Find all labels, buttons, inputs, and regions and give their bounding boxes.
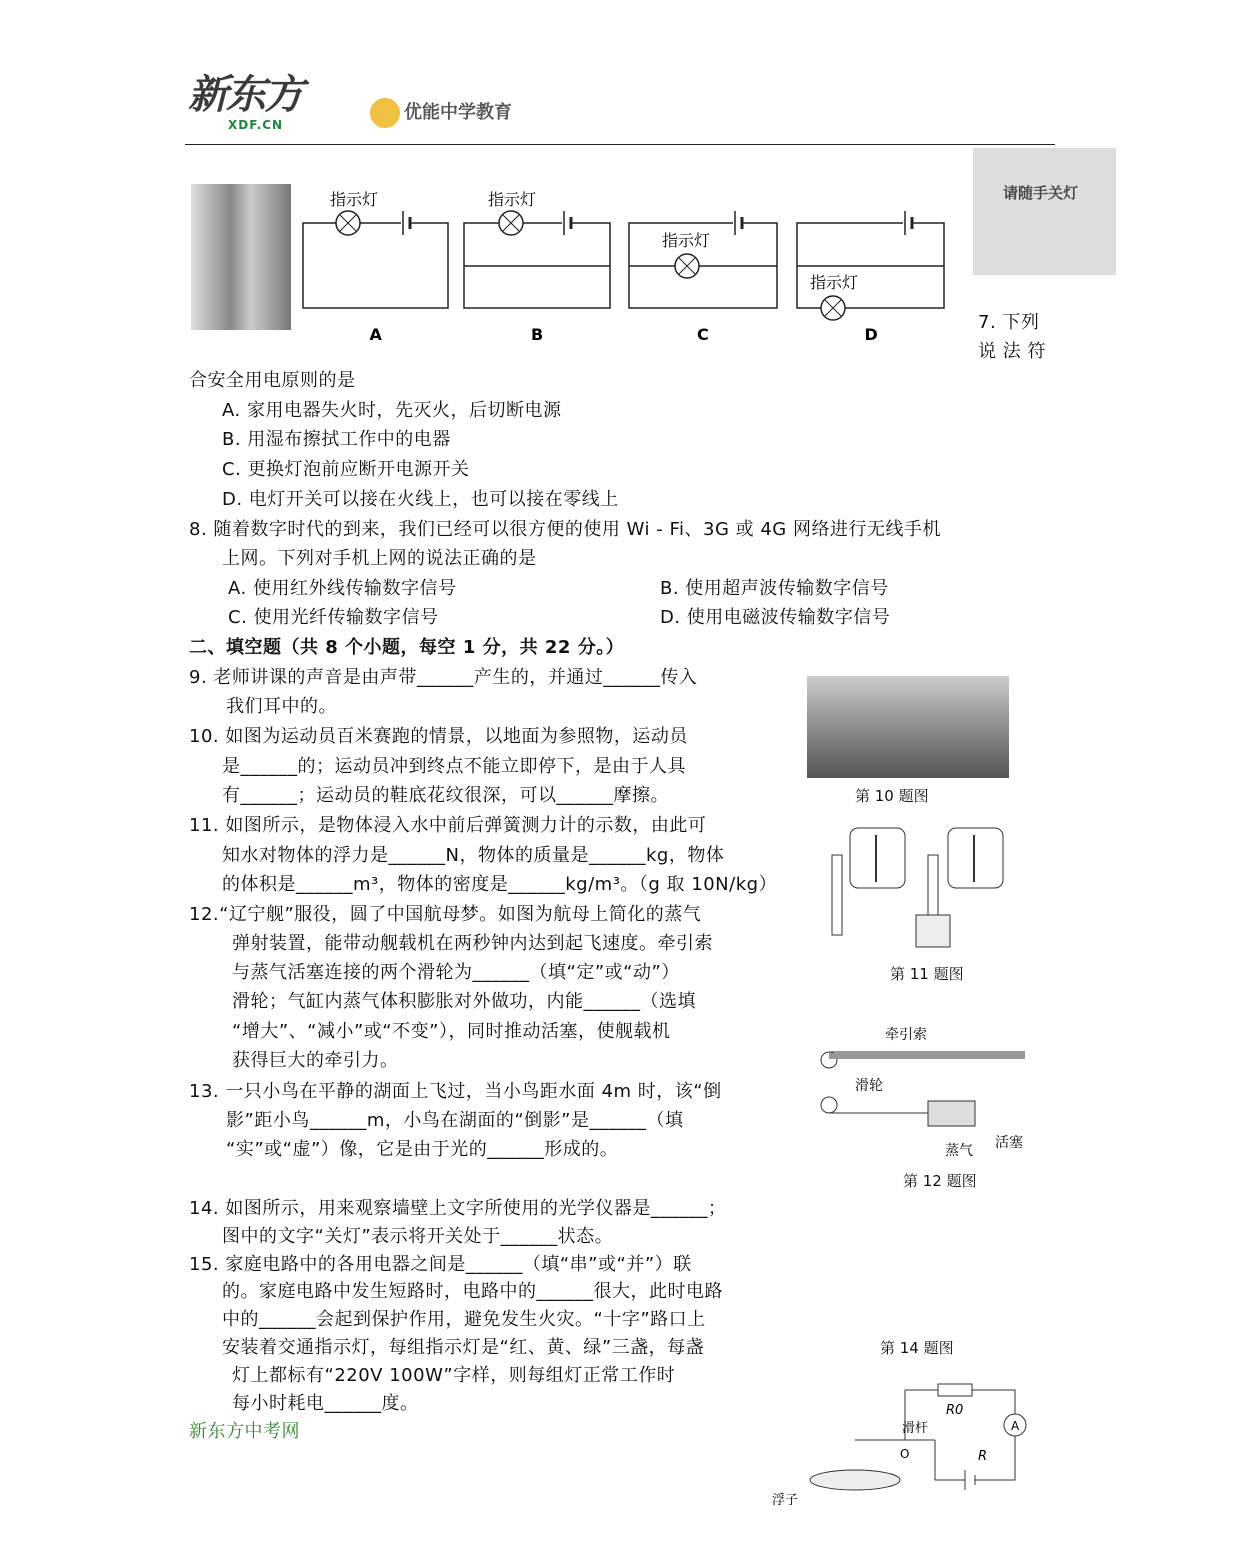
lamp-label: 指示灯 (488, 190, 537, 209)
option-label: B (531, 325, 544, 344)
r-label: R (978, 1449, 988, 1464)
fig12-caption: 第 12 题图 (903, 1172, 977, 1190)
question-line: 中的______会起到保护作用，避免发生火灾。“十字”路口上 (222, 1309, 706, 1330)
question-line: 14. 如图所示，用来观察墙壁上文字所使用的光学仪器是______； (189, 1198, 727, 1219)
circuit-diagrams (0, 0, 1240, 360)
section-heading: 二、填空题（共 8 个小题，每空 1 分，共 22 分。） (189, 637, 625, 658)
question-line: 13. 一只小鸟在平静的湖面上飞过，当小鸟距水面 4m 时，该“倒 (189, 1081, 722, 1102)
question-line: 弹射装置，能带动舰载机在两秒钟内达到起飞速度。牵引索 (232, 933, 713, 954)
question-line: C. 更换灯泡前应断开电源开关 (222, 459, 470, 480)
r0-label: R0 (946, 1403, 964, 1418)
question-line: 影”距小鸟______m，小鸟在湖面的“倒影”是______（填 (226, 1110, 684, 1131)
race-photo (807, 676, 1009, 778)
question-line: 我们耳中的。 (226, 696, 337, 717)
option-label: A (369, 325, 382, 344)
question-line: 10. 如图为运动员百米赛跑的情景，以地面为参照物，运动员 (189, 726, 688, 747)
question-line: 获得巨大的牵引力。 (232, 1050, 399, 1071)
logo-text: 新东方 (188, 72, 302, 118)
ammeter-label: A (1011, 1419, 1020, 1433)
question-line: 9. 老师讲课的声音是由声带______产生的，并通过______传入 (189, 667, 698, 688)
question-line: 12.“辽宁舰”服役，圆了中国航母梦。如图为航母上简化的蒸气 (189, 904, 702, 925)
question-line: 知水对物体的浮力是______N，物体的质量是______kg，物体 (222, 845, 725, 866)
question-line: “增大”、“减小”或“不变”），同时推动活塞，使舰载机 (232, 1021, 671, 1042)
circuit-C (629, 211, 777, 344)
question-line: 15. 家庭电路中的各用电器之间是______（填“串”或“并”）联 (189, 1254, 692, 1275)
fig10-caption: 第 10 题图 (855, 787, 929, 805)
circuit-D (797, 211, 944, 344)
option-label: D (864, 325, 878, 344)
question-line: 与蒸气活塞连接的两个滑轮为______（填“定”或“动”） (232, 962, 680, 983)
lamp-label: 指示灯 (662, 231, 711, 250)
question-line: 图中的文字“关灯”表示将开关处于______状态。 (222, 1226, 614, 1247)
lamp-label: 指示灯 (330, 190, 379, 209)
float-label: 浮子 (772, 1493, 799, 1508)
circuit-A (303, 190, 448, 344)
question-line: C. 使用光纤传输数字信号 (228, 607, 439, 628)
lamp-label: 指示灯 (810, 273, 859, 292)
question-line: 的。家庭电路中发生短路时，电路中的______很大，此时电路 (222, 1281, 723, 1302)
rope-label: 牵引索 (885, 1027, 927, 1043)
footer-site-link[interactable]: 新东方中考网 (189, 1421, 300, 1442)
question-line: 是______的；运动员冲到终点不能立即停下，是由于人具 (222, 756, 686, 777)
circuit-B (464, 190, 610, 344)
question-line: 7. 下列 (978, 312, 1040, 333)
fig14-caption: 第 14 题图 (880, 1339, 954, 1357)
question-line: D. 使用电磁波传输数字信号 (660, 607, 891, 628)
question-line: 合安全用电原则的是 (189, 370, 356, 391)
piston-label: 活塞 (995, 1135, 1023, 1151)
question-line: 8. 随着数字时代的到来，我们已经可以很方便的使用 Wi - Fi、3G 或 4G 网络进行无线手机 (189, 519, 941, 540)
question-line: 的体积是______m³，物体的密度是______kg/m³。（g 取 10N/kg） (222, 874, 778, 895)
question-line: 说 法 符 (978, 341, 1046, 362)
question-line: A. 家用电器失火时，先灭火，后切断电源 (222, 400, 562, 421)
steam-label: 蒸气 (945, 1143, 973, 1159)
logo-url: XDF.CN (228, 118, 284, 132)
option-label: C (697, 325, 709, 344)
float-circuit-figure (770, 1380, 1050, 1520)
question-line: 11. 如图所示，是物体浸入水中前后弹簧测力计的示数，由此可 (189, 815, 707, 836)
question-line: 灯上都标有“220V 100W”字样，则每组灯正常工作时 (232, 1365, 676, 1386)
question-line: “实”或“虚”）像，它是由于光的______形成的。 (226, 1139, 619, 1160)
spring-scale-figure (820, 820, 1020, 950)
o-label: O (900, 1447, 910, 1461)
question-line: 上网。下列对手机上网的说法正确的是 (222, 548, 537, 569)
rod-label: 滑杆 (902, 1421, 929, 1436)
question-line: A. 使用红外线传输数字信号 (228, 578, 457, 599)
question-line: B. 使用超声波传输数字信号 (660, 578, 889, 599)
question-line: 有______；运动员的鞋底花纹很深，可以______摩擦。 (222, 785, 669, 806)
question-line: 每小时耗电______度。 (232, 1393, 419, 1414)
catapult-figure (815, 1025, 1045, 1165)
question-line: 安装着交通指示灯，每组指示灯是“红、黄、绿”三盏，每盏 (222, 1337, 705, 1358)
fig11-caption: 第 11 题图 (890, 965, 964, 983)
question-line: 滑轮；气缸内蒸气体积膨胀对外做功，内能______（选填 (232, 991, 696, 1012)
question-line: D. 电灯开关可以接在火线上，也可以接在零线上 (222, 489, 619, 510)
partner-logo-text: 优能中学教育 (404, 102, 512, 123)
question-line: B. 用湿布擦拭工作中的电器 (222, 429, 451, 450)
pulley-label: 滑轮 (855, 1078, 883, 1094)
switch-sign-text: 请随手关灯 (1003, 184, 1079, 202)
